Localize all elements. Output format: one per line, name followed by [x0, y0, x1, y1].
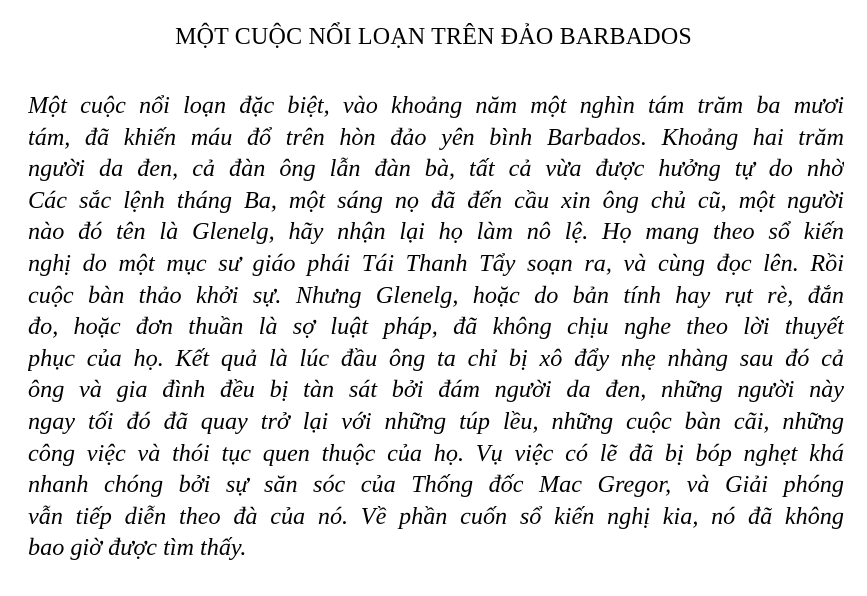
body-line-15: bao giờ được tìm thấy.	[28, 534, 247, 562]
body-line-7: cuộc bàn thảo khởi sự. Nhưng Glenelg, hoặc do bản tính hay rụt rè, đắn	[28, 281, 844, 309]
body-line-2: tám, đã khiến máu đổ trên hòn đảo yên bình Barbados. Khoảng hai trăm	[28, 123, 844, 151]
body-line-1: Một cuộc nổi loạn đặc biệt, vào khoảng năm một nghìn tám trăm ba mươi	[28, 92, 844, 119]
body-line-3: người da đen, cả đàn ông lẫn đàn bà, tất cả vừa được hưởng tự do nhờ	[28, 155, 844, 183]
body-line-4: Các sắc lệnh tháng Ba, một sáng nọ đã đến cầu xin ông chủ cũ, một người	[28, 186, 844, 214]
body-line-8: đo, hoặc đơn thuần là sợ luật pháp, đã không chịu nghe theo lời thuyết	[28, 313, 844, 341]
body-line-11: ngay tối đó đã quay trở lại với những túp lều, những cuộc bàn cãi, những	[28, 407, 844, 435]
body-line-12: công việc và thói tục quen thuộc của họ. Vụ việc có lẽ đã bị bóp nghẹt khá	[28, 439, 844, 467]
document-title: MỘT CUỘC NỔI LOẠN TRÊN ĐẢO BARBADOS	[175, 24, 692, 50]
body-line-6: nghị do một mục sư giáo phái Tái Thanh Tẩy soạn ra, và cùng đọc lên. Rồi	[28, 249, 844, 277]
body-line-9: phục của họ. Kết quả là lúc đầu ông ta chỉ bị xô đẩy nhẹ nhàng sau đó cả	[28, 344, 844, 372]
body-line-13: nhanh chóng bởi sự săn sóc của Thống đốc Mac Gregor, và Giải phóng	[28, 471, 844, 499]
document-body	[28, 90, 844, 564]
body-line-14: vẫn tiếp diễn theo đà của nó. Về phần cuốn sổ kiến nghị kia, nó đã không	[28, 502, 844, 530]
body-line-5: nào đó tên là Glenelg, hãy nhận lại họ làm nô lệ. Họ mang theo sổ kiến	[28, 218, 844, 246]
body-line-10: ông và gia đình đều bị tàn sát bởi đám người da đen, những người này	[28, 376, 844, 404]
